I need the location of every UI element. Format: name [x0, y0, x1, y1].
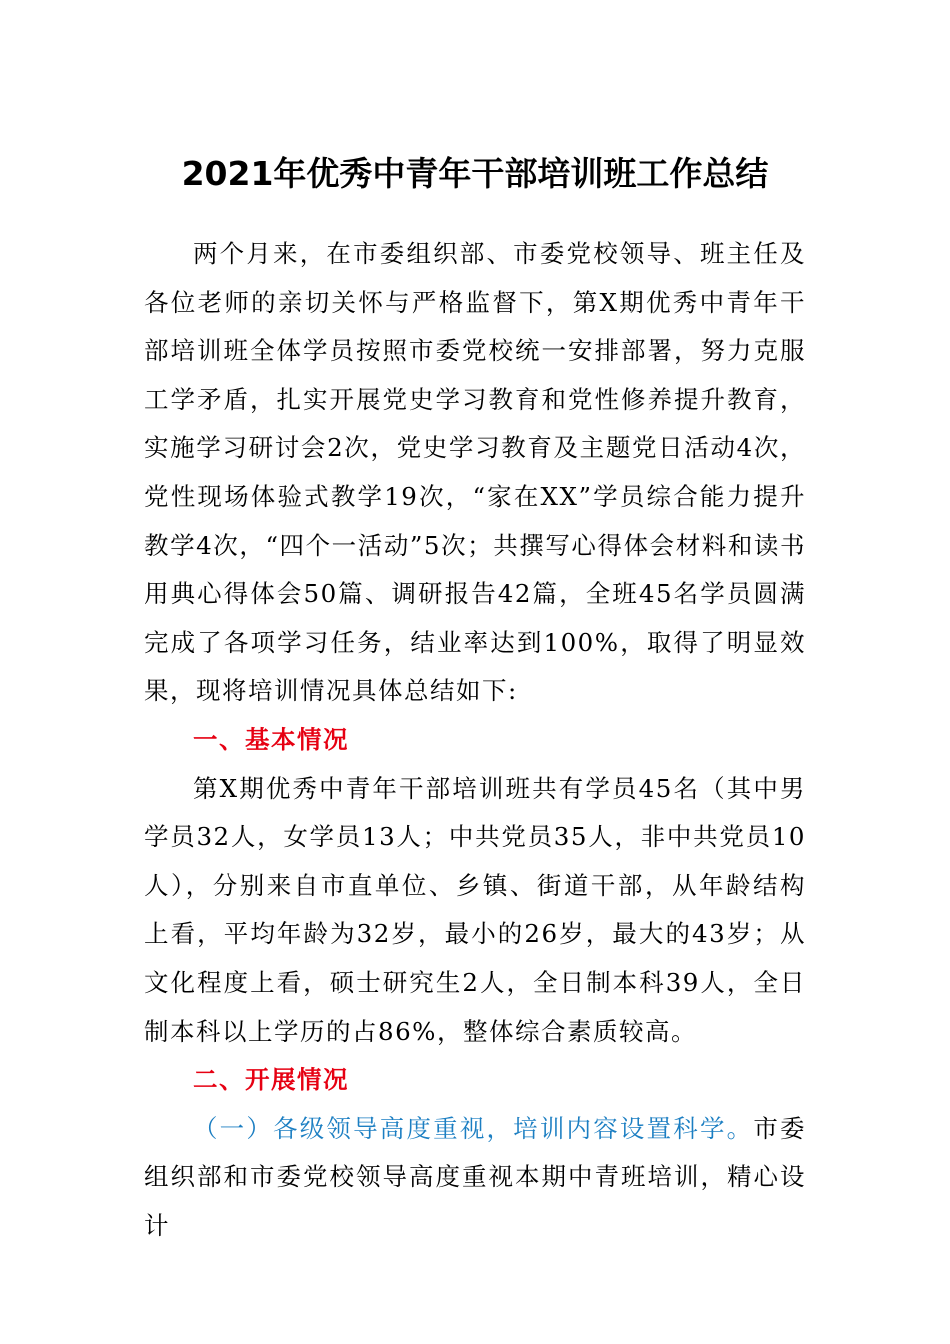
subsection-heading: （一）各级领导高度重视，培训内容设置科学。 [193, 1113, 754, 1143]
section-heading-basic: 一、基本情况 [193, 724, 349, 754]
section-heading-progress: 二、开展情况 [193, 1065, 349, 1095]
progress-paragraph [144, 1105, 806, 1251]
intro-paragraph: 两个月来，在市委组织部、市委党校领导、班主任及各位老师的亲切关怀与严格监督下，第X期优秀中青年干部培训班全体学员按照市委党校统一安排部署，努力克服工学矛盾，扎实开展党史学习教育和党性修养提升教育，实施学习研讨会2次，党史学习教育及主题党日活动4次，党性现场体验式教学19次，“家在XX”学员综合能力提升教学4次，“四个一活动”5次；共撰写心得体会材料和读书用典心得体会50篇、调研报告42篇，全班45名学员圆满完成了各项学习任务，结业率达到100%，取得了明显效果，现将培训情况具体总结如下: [144, 239, 806, 706]
document-body [144, 230, 806, 1250]
basic-info-paragraph: 第X期优秀中青年干部培训班共有学员45名（其中男学员32人，女学员13人；中共党员35人，非中共党员10人），分别来自市直单位、乡镇、街道干部，从年龄结构上看，平均年龄为32岁，最小的26岁，最大的43岁；从文化程度上看，硕士研究生2人，全日制本科39人，全日制本科以上学历的占86%，整体综合素质较高。 [144, 773, 806, 1046]
subsection-text: 市委组织部和市委党校领导高度重视本期中青班培训，精心设计 [144, 1113, 807, 1240]
document-title: 2021年优秀中青年干部培训班工作总结 [181, 154, 769, 193]
